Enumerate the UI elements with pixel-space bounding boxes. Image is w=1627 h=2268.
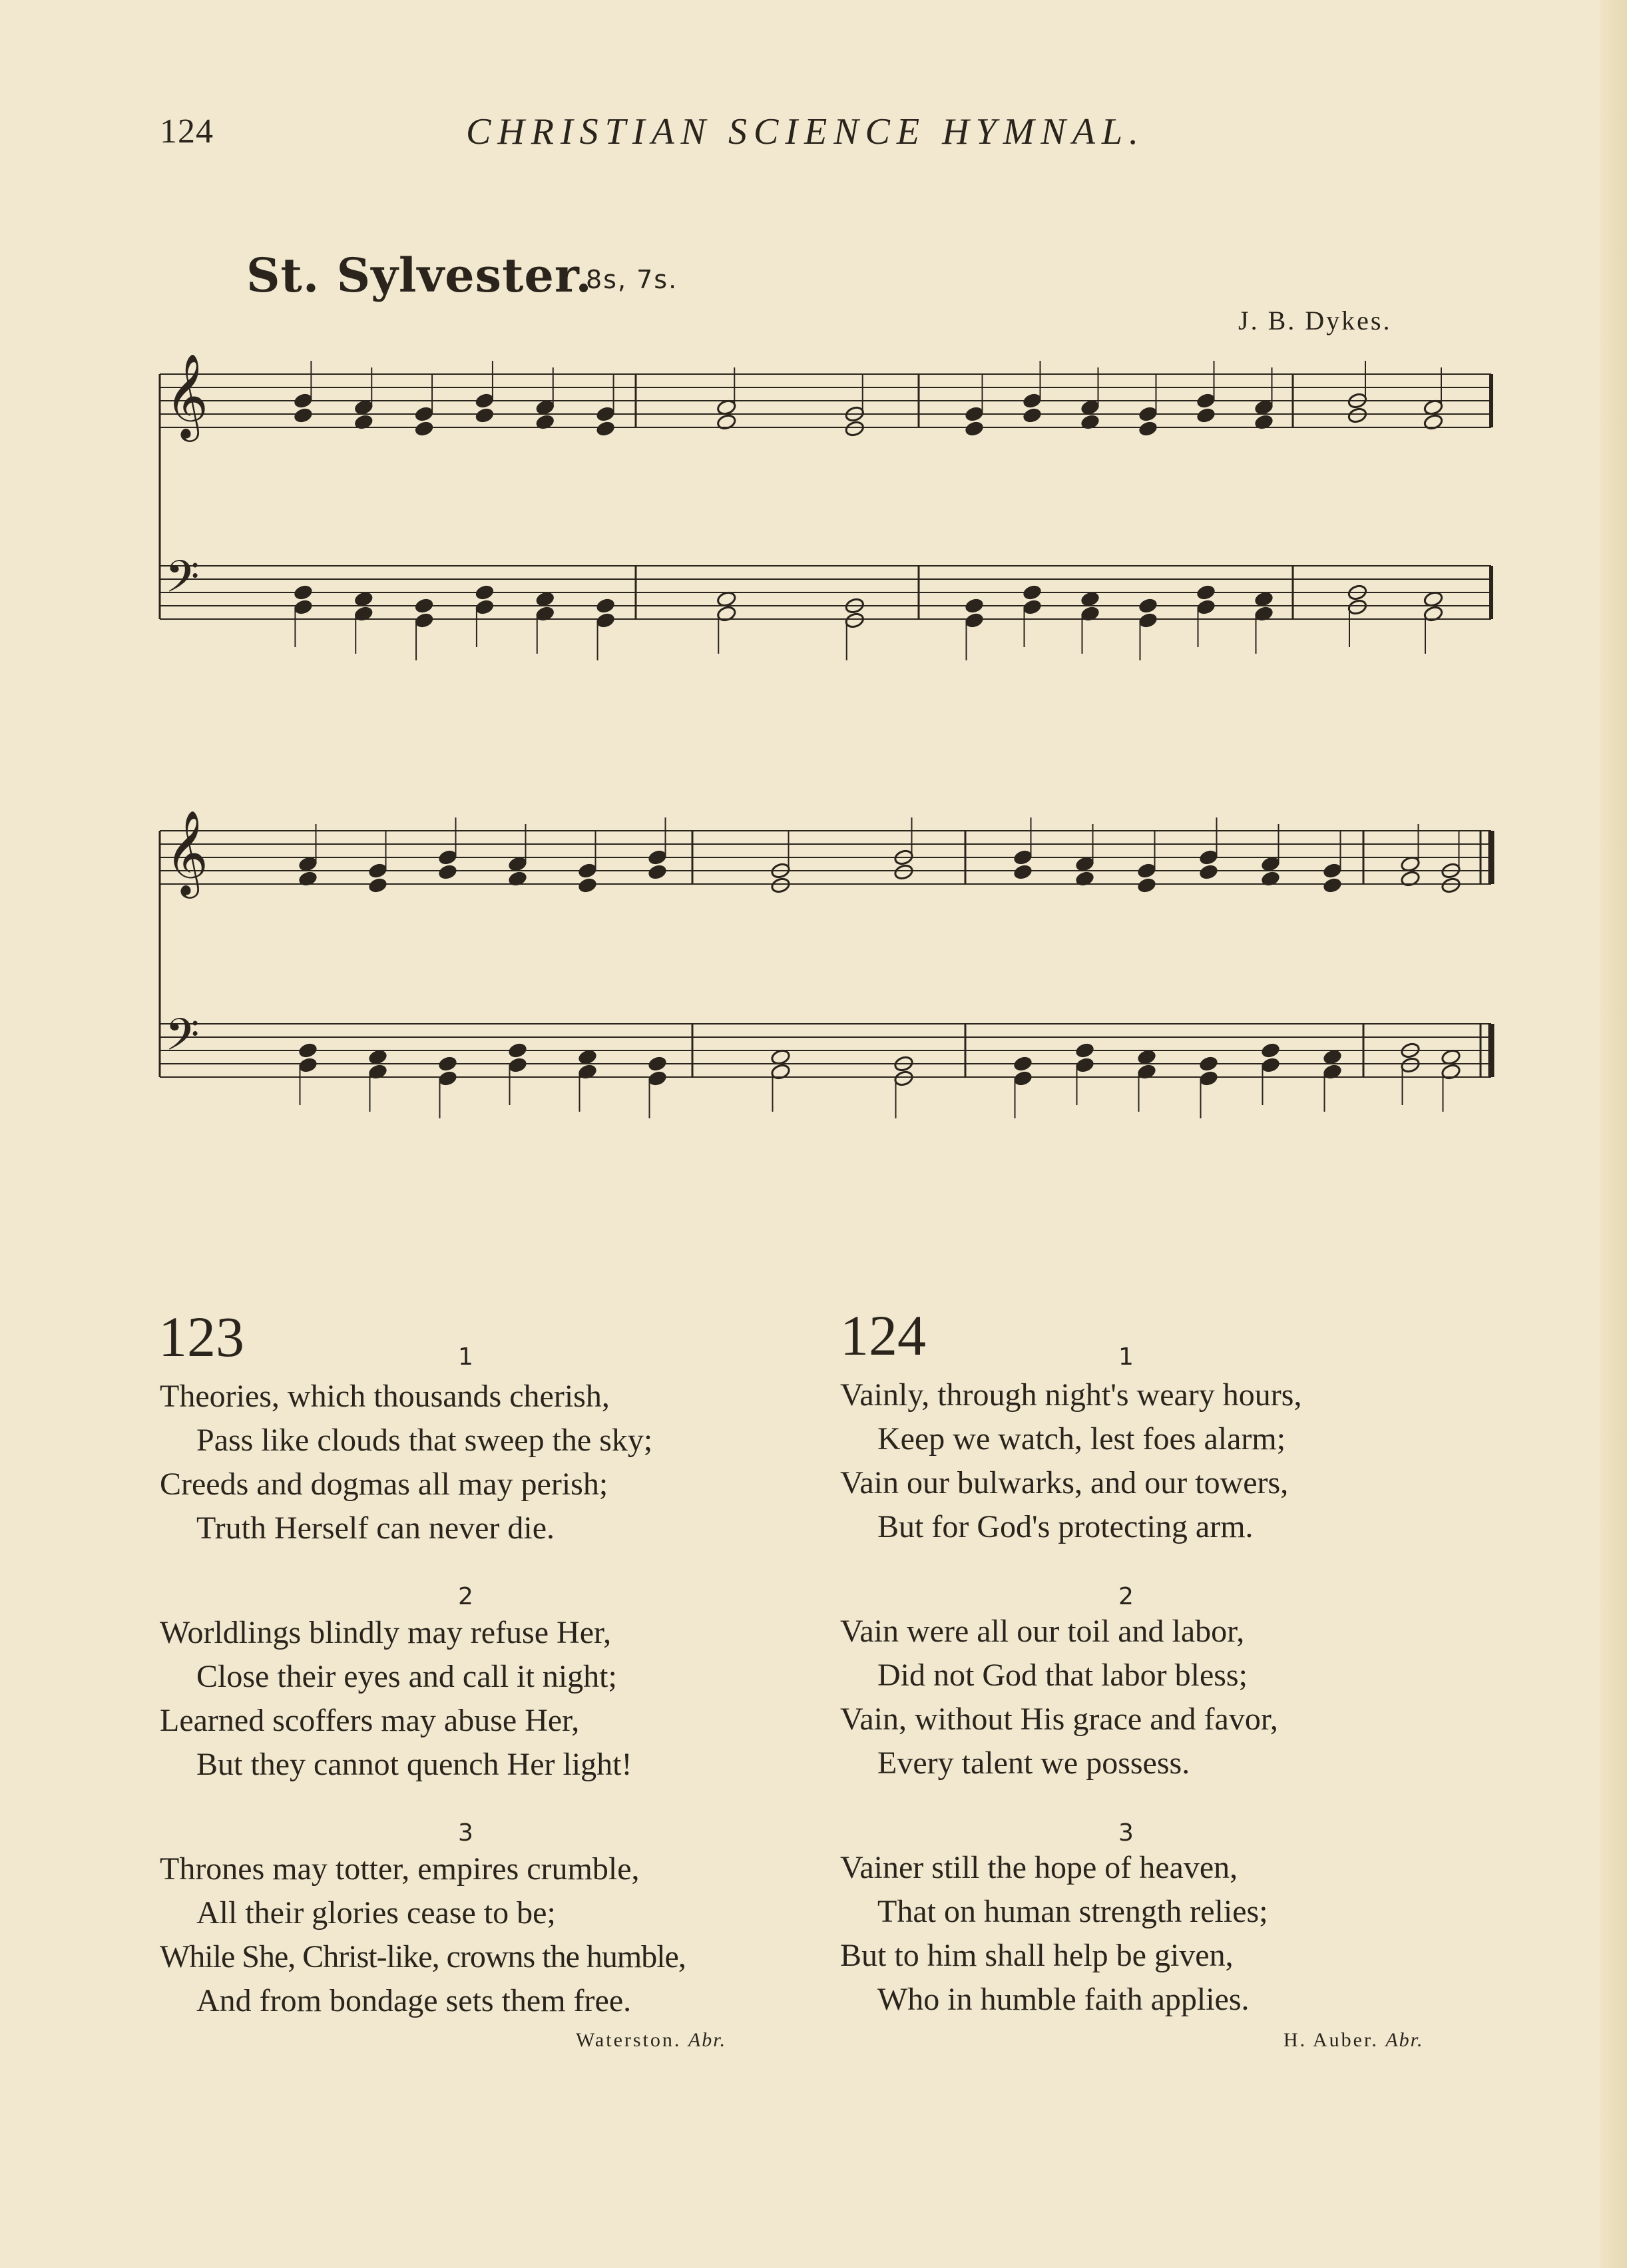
tune-title: St. Sylvester. (246, 248, 592, 303)
hymn-line: Who in humble faith applies. (877, 1982, 1250, 2017)
note-head (414, 612, 435, 629)
note-head (1400, 870, 1421, 887)
hymn-line: Every talent we possess. (877, 1745, 1190, 1781)
note-head (1074, 870, 1095, 887)
note-head (293, 584, 314, 601)
note-head (1196, 407, 1216, 424)
note-head (367, 877, 388, 894)
note-head (367, 1063, 388, 1080)
note-head (1322, 862, 1343, 879)
note-head (1136, 1063, 1157, 1080)
note-head (1022, 392, 1043, 409)
note-head (298, 1042, 318, 1059)
note-head (1074, 1056, 1095, 1074)
note-head (353, 413, 374, 431)
note-head (507, 1056, 528, 1074)
note-head (507, 1042, 528, 1059)
attribution-note: Abr. (1385, 2029, 1424, 2051)
hymn-line: Theories, which thousands cherish, (160, 1379, 610, 1414)
note-head (353, 605, 374, 622)
attribution-note: Abr. (688, 2029, 727, 2051)
note-head (1022, 598, 1043, 616)
note-head (1322, 877, 1343, 894)
hymn-line: Close their eyes and call it night; (196, 1659, 617, 1694)
note-head (1080, 413, 1100, 431)
note-head (1198, 849, 1219, 866)
note-head (964, 405, 985, 423)
note-head (647, 1070, 668, 1087)
note-head (298, 1056, 318, 1074)
note-head (437, 863, 458, 881)
note-head (770, 877, 791, 894)
note-head (1196, 392, 1216, 409)
stanza-number: 3 (458, 1819, 473, 1847)
note-head (595, 405, 616, 423)
note-head (1441, 877, 1461, 894)
note-head (475, 598, 495, 616)
hymn-line: And from bondage sets them free. (196, 1983, 632, 2018)
hymn-line: But for God's protecting arm. (877, 1509, 1254, 1544)
note-head (1074, 1042, 1095, 1059)
note-head (1138, 420, 1158, 437)
note-head (507, 870, 528, 887)
note-head (475, 584, 495, 601)
note-head (367, 862, 388, 879)
note-head (1196, 598, 1216, 616)
note-head (437, 1055, 458, 1072)
stanza-number: 3 (1118, 1819, 1134, 1847)
note-head (647, 863, 668, 881)
hymn-line: Vain our bulwarks, and our towers, (840, 1465, 1289, 1500)
hymn-number: 124 (840, 1303, 926, 1367)
note-head (1423, 413, 1444, 431)
note-head (1441, 1063, 1461, 1080)
hymn-line: All their glories cease to be; (196, 1895, 556, 1930)
note-head (716, 605, 737, 622)
note-head (1138, 612, 1158, 629)
note-head (595, 612, 616, 629)
page-number: 124 (160, 113, 214, 150)
running-title: CHRISTIAN SCIENCE HYMNAL. (466, 111, 1146, 152)
note-head (1136, 877, 1157, 894)
attribution-author: H. Auber. (1283, 2029, 1379, 2051)
note-head (844, 420, 865, 437)
hymn-line: Vain, without His grace and favor, (840, 1701, 1278, 1737)
stanza-number: 1 (458, 1343, 473, 1371)
note-head (475, 392, 495, 409)
stanza-number: 2 (1118, 1583, 1134, 1610)
note-head (893, 863, 914, 881)
note-head (1254, 605, 1274, 622)
bass-clef: 𝄢 (165, 551, 200, 613)
bass-clef: 𝄢 (165, 1009, 200, 1071)
note-head (1013, 1055, 1033, 1072)
note-head (1196, 584, 1216, 601)
attribution (1283, 2029, 1424, 2052)
note-head (647, 1055, 668, 1072)
hymn-line: Vainer still the hope of heaven, (840, 1850, 1238, 1885)
note-head (844, 612, 865, 629)
attribution (576, 2029, 726, 2052)
note-head (1013, 849, 1033, 866)
hymn-line: Creeds and dogmas all may perish; (160, 1467, 608, 1502)
note-head (964, 420, 985, 437)
note-head (716, 413, 737, 431)
hymn-line: Vainly, through night's weary hours, (840, 1377, 1302, 1413)
note-head (1136, 862, 1157, 879)
note-head (1013, 1070, 1033, 1087)
treble-clef: 𝄞 (165, 353, 209, 438)
note-head (1022, 407, 1043, 424)
note-head (893, 1070, 914, 1087)
note-head (595, 597, 616, 614)
hymn-line: That on human strength relies; (877, 1894, 1268, 1929)
note-head (1260, 870, 1281, 887)
note-head (298, 870, 318, 887)
hymn-line: Pass like clouds that sweep the sky; (196, 1423, 653, 1458)
note-head (577, 1063, 598, 1080)
note-head (437, 849, 458, 866)
note-head (414, 405, 435, 423)
note-head (1013, 863, 1033, 881)
note-head (1138, 405, 1158, 423)
note-head (1347, 407, 1368, 424)
note-head (1080, 605, 1100, 622)
note-head (770, 1063, 791, 1080)
note-head (535, 413, 555, 431)
note-head (293, 598, 314, 616)
hymn-line: Thrones may totter, empires crumble, (160, 1851, 640, 1887)
attribution-author: Waterston. (576, 2029, 682, 2051)
note-head (293, 392, 314, 409)
note-head (1198, 1055, 1219, 1072)
note-head (475, 407, 495, 424)
hymn-line: Learned scoffers may abuse Her, (160, 1703, 580, 1738)
note-head (964, 597, 985, 614)
note-head (414, 597, 435, 614)
hymn-number: 123 (158, 1305, 244, 1369)
composer: J. B. Dykes. (1238, 306, 1392, 336)
stanza-number: 2 (458, 1583, 473, 1610)
note-head (1254, 413, 1274, 431)
note-head (293, 407, 314, 424)
hymn-line: Vain were all our toil and labor, (840, 1614, 1245, 1649)
note-head (535, 605, 555, 622)
note-head (577, 862, 598, 879)
treble-clef: 𝄞 (165, 809, 209, 895)
note-head (437, 1070, 458, 1087)
note-head (1347, 598, 1368, 616)
note-head (1260, 1042, 1281, 1059)
note-head (964, 612, 985, 629)
note-head (1400, 1056, 1421, 1074)
note-head (1198, 1070, 1219, 1087)
note-head (595, 420, 616, 437)
note-head (647, 849, 668, 866)
note-head (1138, 597, 1158, 614)
note-head (1322, 1063, 1343, 1080)
hymn-line: While She, Christ-like, crowns the humble, (160, 1939, 686, 1974)
note-head (1260, 1056, 1281, 1074)
tune-meter: 8s, 7s. (586, 265, 678, 294)
hymn-line: Truth Herself can never die. (196, 1510, 555, 1546)
stanza-number: 1 (1118, 1343, 1134, 1371)
note-head (414, 420, 435, 437)
hymn-line: But they cannot quench Her light! (196, 1747, 632, 1782)
note-head (1423, 605, 1444, 622)
hymn-line: Did not God that labor bless; (877, 1658, 1248, 1693)
hymn-line: Worldlings blindly may refuse Her, (160, 1615, 612, 1650)
note-head (1198, 863, 1219, 881)
hymn-line: But to him shall help be given, (840, 1938, 1234, 1973)
note-head (577, 877, 598, 894)
note-head (1022, 584, 1043, 601)
hymn-line: Keep we watch, lest foes alarm; (877, 1421, 1286, 1457)
